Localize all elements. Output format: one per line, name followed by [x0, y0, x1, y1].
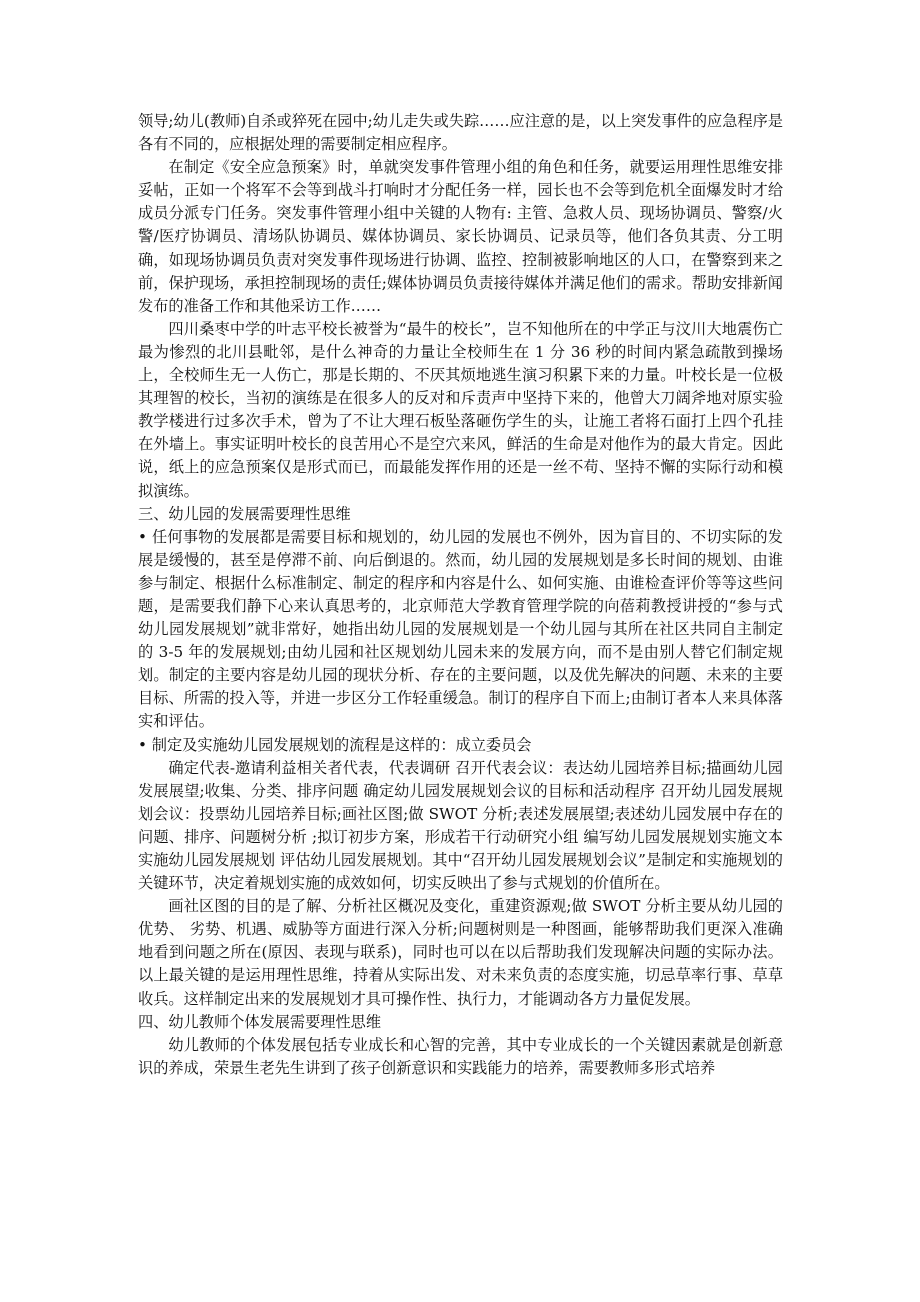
paragraph-process-steps: 确定代表-邀请利益相关者代表，代表调研 召开代表会议：表达幼儿园培养目标;描画幼儿园发展展望;收集、分类、排序问题 确定幼儿园发展规划会议的目标和活动程序 召开幼儿园发展规划会议：投票幼儿园培养目标;画社区图;做 SWOT 分析;表述发展展望;表述幼儿园发展中存在的问题、排序、问题树分析 ;拟订初步方案，形成若干行动研究小组 编写幼儿园发展规划实施文本 实施幼儿园发展规划 评估幼儿园发展规划。其中“召开幼儿园发展规划会议”是制定和实施规划的关键环节，决定着规划实施的成效如何，切实反映出了参与式规划的价值所在。 [138, 758, 783, 893]
paragraph-community-map: 画社区图的目的是了解、分析社区概况及变化，重建资源观;做 SWOT 分析主要从幼儿园的优势、 劣势、机遇、威胁等方面进行深入分析;问题树则是一种图画，能够帮助我们更深入准确地看到问题之所在(原因、表现与联系)，同时也可以在以后帮助我们发现解决问题的实际办法。以上最关键的是运用理性思维，持着从实际出发、对未来负责的态度实施，切忌草率行事、草草收兵。这样制定出来的发展规划才具可操作性、执行力，才能调动各方力量促发展。 [138, 897, 783, 1008]
section-heading-4: 四、幼儿教师个体发展需要理性思维 [138, 1012, 381, 1031]
bullet-icon: • [138, 735, 147, 754]
bullet-icon: • [138, 527, 147, 546]
bullet-text: 任何事物的发展都是需要目标和规划的，幼儿园的发展也不例外，因为盲目的、不切实际的发展是缓慢的，甚至是停滞不前、向后倒退的。然而，幼儿园的发展规划是多长时间的规划、由谁参与制定、根据什么标准制定、制定的程序和内容是什么、如何实施、由谁检查评价等等这些问题，是需要我们静下心来认真思考的，北京师范大学教育管理学院的向蓓莉教授讲授的“参与式幼儿园发展规划”就非常好，她指出幼儿园的发展规划是一个幼儿园与其所在社区共同自主制定的 3-5 年的发展规划;由幼儿园和社区规划幼儿园未来的发展方向，而不是由别人替它们制定规划。制定的主要内容是幼儿园的现状分析、存在的主要问题，以及优先解决的问题、未来的主要目标、所需的投入等，并进一步区分工作轻重缓急。制订的程序自下而上;由制订者本人来具体落实和评估。 [138, 527, 783, 731]
paragraph-teacher-development: 幼儿教师的个体发展包括专业成长和心智的完善，其中专业成长的一个关键因素就是创新意识的养成，荣景生老先生讲到了孩子创新意识和实践能力的培养，需要教师多形式培养 [138, 1035, 783, 1077]
document-page [138, 110, 783, 1080]
bullet-paragraph-development [138, 526, 783, 734]
paragraph-emergency-plan: 在制定《安全应急预案》时，单就突发事件管理小组的角色和任务，就要运用理性思维安排妥帖，正如一个将军不会等到战斗打响时才分配任务一样，园长也不会等到危机全面爆发时才给成员分派专门任务。突发事件管理小组中关键的人物有: 主管、急救人员、现场协调员、警察/火警/医疗协调员、清场队协调员、媒体协调员、家长协调员、记录员等，他们各负其责、分工明确，如现场协调员负责对突发事件现场进行协调、监控、控制被影响地区的人口，在警察到来之前，保护现场，承担控制现场的责任;媒体协调员负责接待媒体并满足他们的需求。帮助安排新闻发布的准备工作和其他采访工作…… [138, 158, 783, 315]
bullet-text: 制定及实施幼儿园发展规划的流程是这样的：成立委员会 [146, 735, 532, 754]
bullet-paragraph-process [138, 734, 783, 757]
paragraph-principal-story: 四川桑枣中学的叶志平校长被誉为“最牛的校长”，岂不知他所在的中学正与汶川大地震伤亡最为惨烈的北川县毗邻，是什么神奇的力量让全校师生在 1 分 36 秒的时间内紧急疏散到操场上，全校师生无一人伤亡，那是长期的、不厌其烦地逃生演习积累下来的力量。叶校长是一位极其理智的校长，当初的演练是在很多人的反对和斥责声中坚持下来的，他曾大刀阔斧地对原实验教学楼进行过多次手术，曾为了不让大理石板坠落砸伤学生的头，让施工者将石面打上四个孔挂在外墙上。事实证明叶校长的良苦用心不是空穴来风，鲜活的生命是对他作为的最大肯定。因此说，纸上的应急预案仅是形式而已，而最能发挥作用的还是一丝不苟、坚持不懈的实际行动和模拟演练。 [138, 319, 783, 500]
paragraph-continuation: 领导;幼儿(教师)自杀或猝死在园中;幼儿走失或失踪……应注意的是，以上突发事件的应急程序是各有不同的，应根据处理的需要制定相应程序。 [138, 112, 783, 154]
section-heading-3: 三、幼儿园的发展需要理性思维 [138, 504, 351, 523]
